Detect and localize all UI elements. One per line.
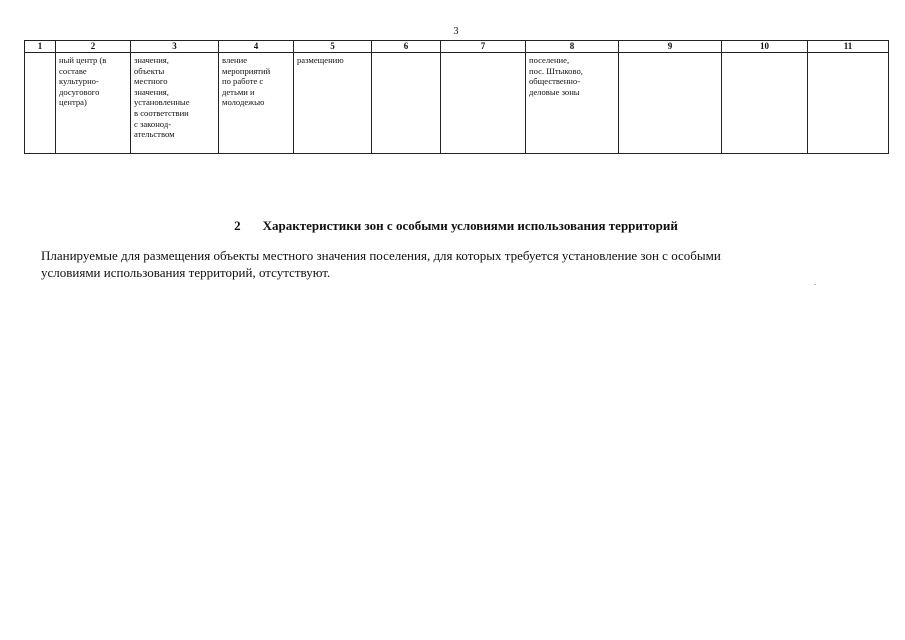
table-cell bbox=[808, 53, 889, 154]
cell-line: деловые зоны bbox=[529, 86, 580, 97]
column-header: 5 bbox=[294, 41, 372, 53]
cell-line: ательством bbox=[134, 129, 175, 140]
cell-line: мероприятий bbox=[222, 65, 271, 76]
table-cell bbox=[722, 53, 808, 154]
table-cell bbox=[56, 53, 131, 154]
section-number: 2 bbox=[234, 218, 241, 233]
paragraph-line: условиями использования территорий, отсутствуют. bbox=[41, 265, 331, 280]
column-header: 11 bbox=[808, 41, 889, 53]
cell-line: досугового bbox=[59, 86, 100, 97]
cell-line: пос. Штыково, bbox=[529, 65, 583, 76]
cell-line: вление bbox=[222, 55, 248, 65]
table-cell bbox=[619, 53, 722, 154]
cell-line: детьми и bbox=[222, 86, 255, 97]
table-cell bbox=[131, 53, 219, 154]
column-header: 10 bbox=[722, 41, 808, 53]
cell-line: местного bbox=[134, 76, 168, 87]
paragraph-line: Планируемые для размещения объекты местного значения поселения, для которых требуется установление зон с особыми bbox=[41, 248, 721, 263]
column-header: 9 bbox=[619, 41, 722, 53]
section-heading bbox=[0, 218, 905, 234]
column-header: 3 bbox=[131, 41, 219, 53]
table-cell bbox=[219, 53, 294, 154]
cell-line: общественно- bbox=[529, 76, 581, 87]
cell-line: с законод- bbox=[134, 118, 172, 129]
table-cell bbox=[25, 53, 56, 154]
cell-line: ный центр (в bbox=[59, 55, 107, 65]
cell-line: культурно- bbox=[59, 76, 99, 87]
cell-line: по работе с bbox=[222, 76, 264, 87]
cell-line: размещению bbox=[297, 55, 344, 65]
cell-line: молодежью bbox=[222, 97, 265, 108]
column-header: 8 bbox=[526, 41, 619, 53]
cell-line: объекты bbox=[134, 65, 165, 76]
cell-line: значения, bbox=[134, 55, 169, 65]
cell-line: поселение, bbox=[529, 55, 570, 65]
cell-line: составе bbox=[59, 65, 87, 76]
section-title: Характеристики зон с особыми условиями использования территорий bbox=[262, 218, 678, 233]
objects-table bbox=[24, 40, 889, 154]
scan-speck bbox=[814, 284, 816, 285]
table-cell bbox=[441, 53, 526, 154]
table-cell bbox=[372, 53, 441, 154]
cell-line: установленные bbox=[134, 97, 190, 108]
cell-line: значения, bbox=[134, 86, 169, 97]
column-header: 1 bbox=[25, 41, 56, 53]
column-header: 2 bbox=[56, 41, 131, 53]
column-header: 4 bbox=[219, 41, 294, 53]
table-cell bbox=[294, 53, 372, 154]
body-paragraph bbox=[41, 247, 871, 281]
cell-line: в соответствии bbox=[134, 107, 189, 118]
column-header: 7 bbox=[441, 41, 526, 53]
table-header-row bbox=[25, 41, 889, 53]
cell-line: центра) bbox=[59, 97, 87, 108]
column-header: 6 bbox=[372, 41, 441, 53]
table-cell bbox=[526, 53, 619, 154]
table-row bbox=[25, 53, 889, 154]
page-number: 3 bbox=[453, 26, 459, 37]
